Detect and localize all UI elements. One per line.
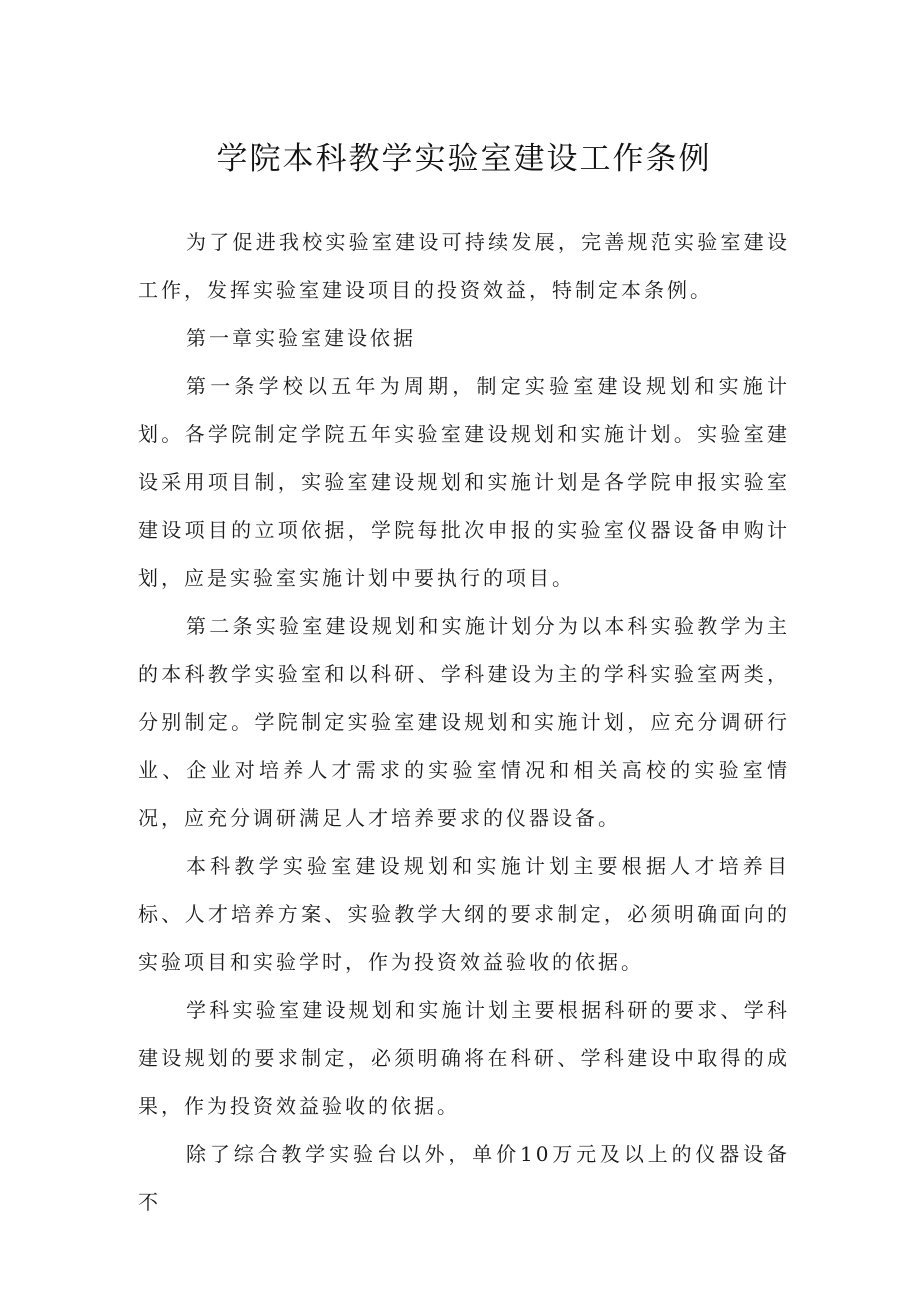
paragraph-discipline-lab: 学科实验室建设规划和实施计划主要根据科研的要求、学科建设规划的要求制定，必须明确将在科研、学科建设中取得的成果，作为投资效益验收的依据。 [138,998,790,1118]
document-body [138,218,790,1226]
document-title: 学院本科教学实验室建设工作条例 [216,141,712,177]
chapter-heading: 第一章实验室建设依据 [186,326,416,350]
article-1: 第一条学校以五年为周期，制定实验室建设规划和实施计划。各学院制定学院五年实验室建设规划和实施计划。实验室建设采用项目制，实验室建设规划和实施计划是各学院申报实验室建设项目的立项依据，学院每批次申报的实验室仪器设备申购计划，应是实验室实施计划中要执行的项目。 [138,374,790,590]
paragraph-preamble: 为了促进我校实验室建设可持续发展，完善规范实验室建设工作，发挥实验室建设项目的投资效益，特制定本条例。 [138,230,790,302]
paragraph-teaching-lab: 本科教学实验室建设规划和实施计划主要根据人才培养目标、人才培养方案、实验教学大纲的要求制定，必须明确面向的实验项目和实验学时，作为投资效益验收的依据。 [138,854,790,974]
paragraph-equipment: 除了综合教学实验台以外，单价10万元及以上的仪器设备不 [138,1142,790,1214]
article-2: 第二条实验室建设规划和实施计划分为以本科实验教学为主的本科教学实验室和以科研、学科建设为主的学科实验室两类，分别制定。学院制定实验室建设规划和实施计划，应充分调研行业、企业对培养人才需求的实验室情况和相关高校的实验室情况，应充分调研满足人才培养要求的仪器设备。 [138,614,790,830]
